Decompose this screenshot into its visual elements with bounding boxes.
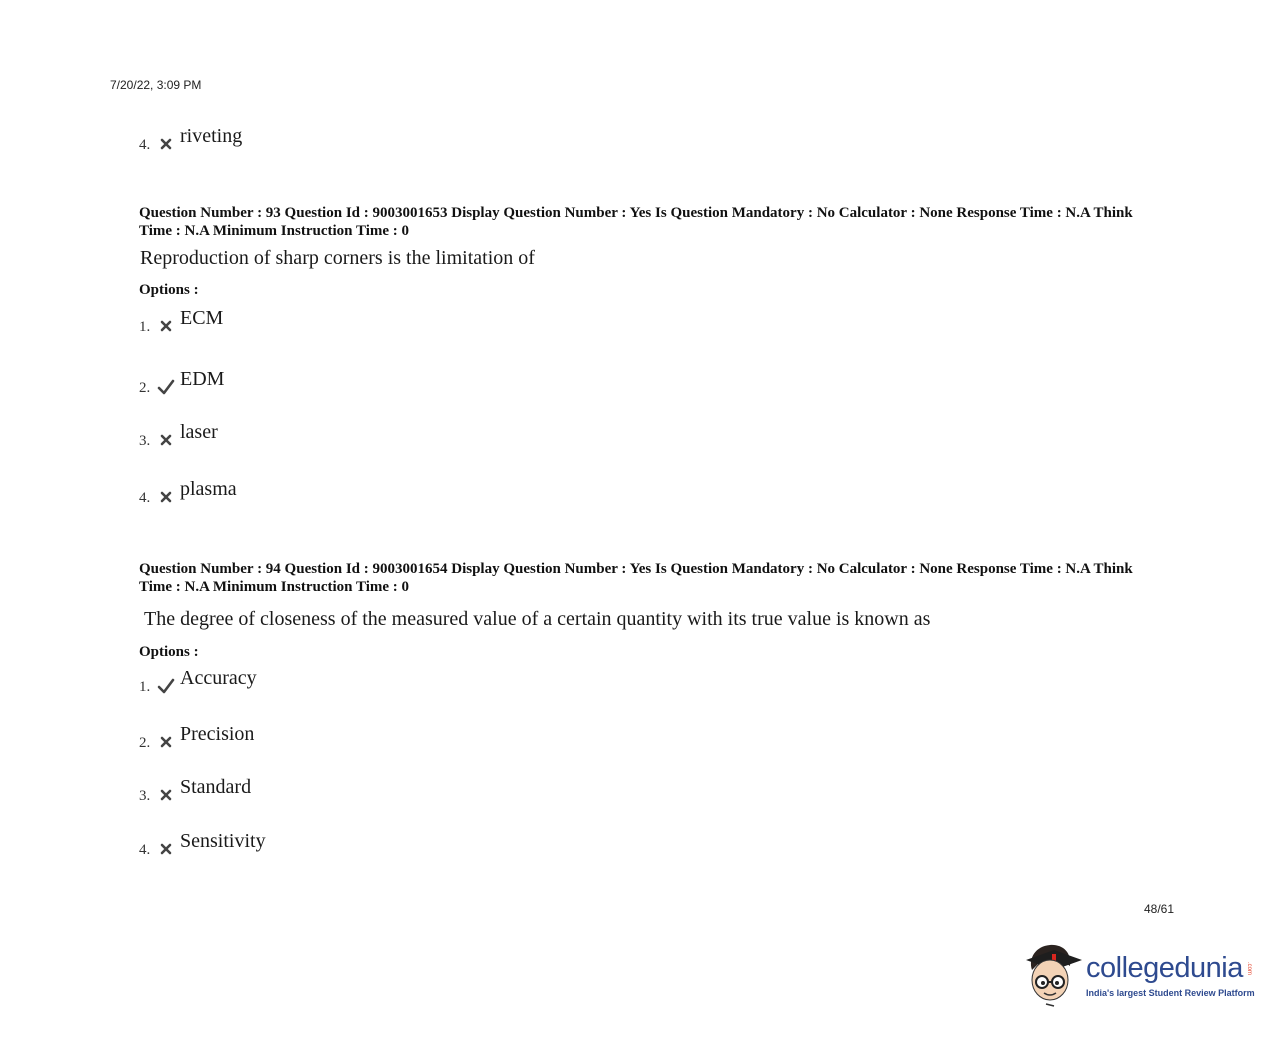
option-text: ECM: [180, 307, 224, 329]
cross-icon: [157, 840, 175, 858]
option-text: Standard: [180, 776, 252, 798]
option-text: laser: [180, 421, 218, 443]
option-number: 4.: [139, 842, 151, 858]
cross-icon: [157, 488, 175, 506]
option-number: 3.: [139, 433, 151, 449]
cross-icon: [157, 733, 175, 751]
option-text: Sensitivity: [180, 830, 266, 852]
option-text: plasma: [180, 478, 237, 500]
page-number: 48/61: [1144, 902, 1175, 916]
option-number: 4.: [139, 490, 151, 506]
option-text: riveting: [180, 125, 243, 147]
mascot-icon: [1024, 940, 1084, 1010]
option-number: 1.: [139, 319, 151, 335]
collegedunia-logo: [1024, 940, 1264, 1010]
check-icon: [157, 677, 175, 695]
check-icon: [157, 378, 175, 396]
cross-icon: [157, 317, 175, 335]
logo-brand-text: collegedunia: [1086, 952, 1243, 984]
question-94-meta: Question Number : 94 Question Id : 9003001654 Display Question Number : Yes Is Question Mandatory : No Calculator : None Response Time : N.A Think Time : N.A Minimum Instruction Time : 0: [139, 561, 1133, 595]
option-text: Precision: [180, 723, 255, 745]
question-93-options-label: Options :: [139, 282, 199, 298]
option-number: 3.: [139, 788, 151, 804]
option-text: EDM: [180, 368, 225, 390]
question-94-text: The degree of closeness of the measured value of a certain quantity with its true value is known as: [144, 608, 931, 630]
logo-com-text: .com: [1246, 962, 1252, 976]
cross-icon: [157, 135, 175, 153]
option-number: 2.: [139, 735, 151, 751]
question-93-meta: Question Number : 93 Question Id : 9003001653 Display Question Number : Yes Is Question Mandatory : No Calculator : None Response Time : N.A Think Time : N.A Minimum Instruction Time : 0: [139, 205, 1133, 239]
question-93-text: Reproduction of sharp corners is the limitation of: [140, 247, 535, 269]
cross-icon: [157, 786, 175, 804]
option-text: Accuracy: [180, 667, 257, 689]
logo-tagline: India's largest Student Review Platform: [1086, 988, 1255, 998]
option-number: 4.: [139, 137, 151, 153]
cross-icon: [157, 431, 175, 449]
question-94-options-label: Options :: [139, 644, 199, 660]
option-number: 2.: [139, 380, 151, 396]
timestamp: 7/20/22, 3:09 PM: [110, 78, 202, 92]
option-number: 1.: [139, 679, 151, 695]
